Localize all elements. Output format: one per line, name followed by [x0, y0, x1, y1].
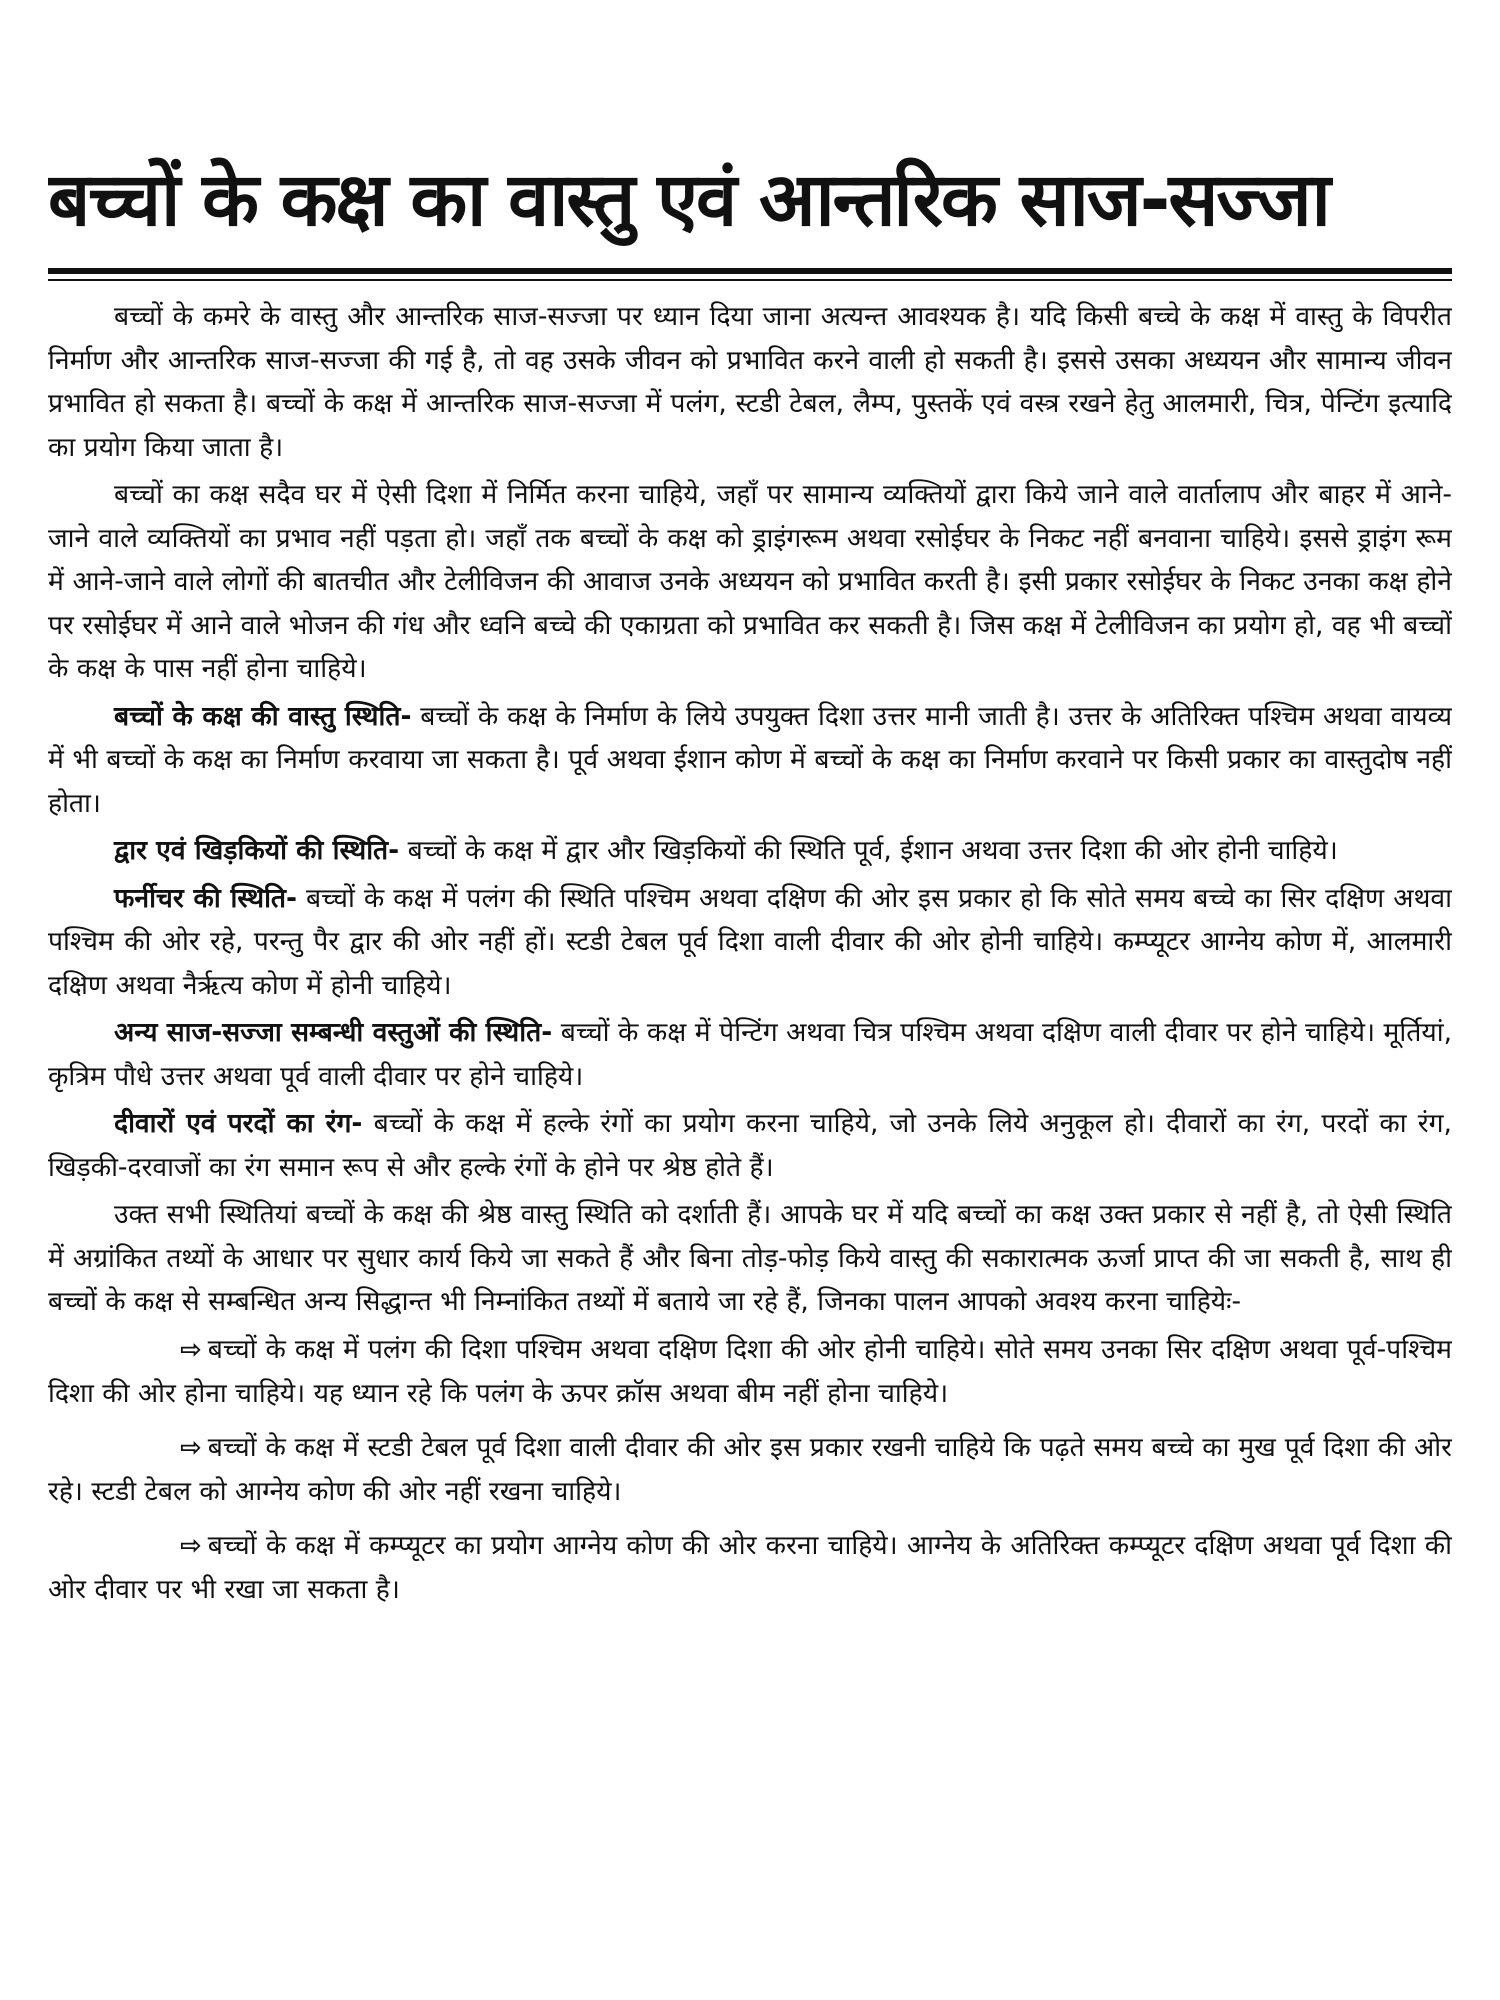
bullet-text: बच्चों के कक्ष में स्टडी टेबल पूर्व दिशा वाली दीवार की ओर इस प्रकार रखनी चाहिये कि पढ़ते समय बच्चे का मुख पूर्व दिशा की ओर रहे। स्टडी टेबल को आग्नेय कोण की ओर नहीं रखना चाहिये। [48, 1431, 1452, 1507]
paragraph-text: बच्चों के कक्ष में पेन्टिंग अथवा चित्र पश्चिम अथवा दक्षिण वाली दीवार पर होने चाहिये। मूर्तियां, कृत्रिम पौधे उत्तर अथवा पूर्व वाली दीवार पर होने चाहिये। [48, 1017, 1452, 1092]
paragraph-furniture [48, 877, 1452, 1008]
title-underline-thin [48, 279, 1452, 281]
paragraph-text: बच्चों का कक्ष सदैव घर में ऐसी दिशा में निर्मित करना चाहिये, जहाँ पर सामान्य व्यक्तियों द्वारा किये जाने वाले वार्तालाप और बाहर में आने-जाने वाले व्यक्तियों का प्रभाव नहीं पड़ता हो। जहाँ तक बच्चों के कक्ष को ड्राइंगरूम अथवा रसोईघर के निकट नहीं बनवाना चाहिये। इससे ड्राइंग रूम में आने-जाने वाले लोगों की बातचीत और टेलीविजन की आवाज उनके अध्ययन को प्रभावित करती है। इसी प्रकार रसोईघर के निकट उनका कक्ष होने पर रसोईघर में आने वाले भोजन की गंध और ध्वनि बच्चे की एकाग्रता को प्रभावित कर सकती है। जिस कक्ष में टेलीविजन का प्रयोग हो, वह भी बच्चों के कक्ष के पास नहीं होना चाहिये। [48, 479, 1452, 684]
paragraph-summary [48, 1193, 1452, 1324]
bullet-item-2 [48, 1426, 1452, 1514]
arrow-right-icon: ⇨ [180, 1432, 202, 1463]
paragraph-wall-curtain-color [48, 1102, 1452, 1189]
bullet-item-1 [48, 1328, 1452, 1416]
page-title: बच्चों के कक्ष का वास्तु एवं आन्तरिक साज-सज्जा [48, 157, 1329, 243]
paragraph-room-direction [48, 695, 1452, 826]
document-page [48, 150, 1452, 1970]
paragraph-heading: फर्नीचर की स्थिति- [114, 882, 298, 914]
paragraph-text: बच्चों के कक्ष में हल्के रंगों का प्रयोग करना चाहिये, जो उनके लिये अनुकूल हो। दीवारों का रंग, परदों का रंग, खिड़की-दरवाजों का रंग समान रूप से और हल्के रंगों के होने पर श्रेष्ठ होते हैं। [48, 1108, 1452, 1183]
arrow-right-icon: ⇨ [180, 1334, 202, 1365]
paragraph-heading: अन्य साज-सज्जा सम्बन्धी वस्तुओं की स्थिति- [114, 1017, 553, 1048]
paragraph-doors-windows [48, 829, 1452, 873]
paragraph-2 [48, 473, 1452, 691]
paragraph-decor-items [48, 1011, 1452, 1098]
paragraph-text: बच्चों के कमरे के वास्तु और आन्तरिक साज-सज्जा पर ध्यान दिया जाना अत्यन्त आवश्यक है। यदि किसी बच्चे के कक्ष में वास्तु के विपरीत निर्माण और आन्तरिक साज-सज्जा की गई है, तो वह उसके जीवन को प्रभावित करने वाली हो सकती है। इससे उसका अध्ययन और सामान्य जीवन प्रभावित हो सकता है। बच्चों के कक्ष में आन्तरिक साज-सज्जा में पलंग, स्टडी टेबल, लैम्प, पुस्तकें एवं वस्त्र रखने हेतु आलमारी, चित्र, पेन्टिंग इत्यादि का प्रयोग किया जाता है। [48, 301, 1452, 463]
article-body [48, 295, 1452, 1612]
bullet-text: बच्चों के कक्ष में पलंग की दिशा पश्चिम अथवा दक्षिण दिशा की ओर होनी चाहिये। सोते समय उनका सिर दक्षिण अथवा पूर्व-पश्चिम दिशा की ओर होना चाहिये। यह ध्यान रहे कि पलंग के ऊपर क्रॉस अथवा बीम नहीं होना चाहिये। [48, 1333, 1452, 1409]
paragraph-heading: बच्चों के कक्ष की वास्तु स्थिति- [114, 700, 412, 732]
bullet-item-3 [48, 1524, 1452, 1612]
paragraph-text: बच्चों के कक्ष में द्वार और खिड़कियों की स्थिति पूर्व, ईशान अथवा उत्तर दिशा की ओर होनी चाहिये। [399, 835, 1338, 866]
paragraph-text: बच्चों के कक्ष के निर्माण के लिये उपयुक्त दिशा उत्तर मानी जाती है। उत्तर के अतिरिक्त पश्चिम अथवा वायव्य में भी बच्चों के कक्ष का निर्माण करवाया जा सकता है। पूर्व अथवा ईशान कोण में बच्चों के कक्ष का निर्माण करवाने पर किसी प्रकार का वास्तुदोष नहीं होता। [48, 700, 1452, 819]
paragraph-1 [48, 295, 1452, 469]
bullet-text: बच्चों के कक्ष में कम्प्यूटर का प्रयोग आग्नेय कोण की ओर करना चाहिये। आग्नेय के अतिरिक्त कम्प्यूटर दक्षिण अथवा पूर्व दिशा की ओर दीवार पर भी रखा जा सकता है। [48, 1529, 1452, 1605]
paragraph-heading: द्वार एवं खिड़कियों की स्थिति- [114, 835, 400, 866]
paragraph-heading: दीवारों एवं परदों का रंग- [114, 1108, 363, 1139]
arrow-right-icon: ⇨ [180, 1530, 202, 1561]
paragraph-text: उक्त सभी स्थितियां बच्चों के कक्ष की श्रेष्ठ वास्तु स्थिति को दर्शाती हैं। आपके घर में यदि बच्चों का कक्ष उक्त प्रकार से नहीं है, तो ऐसी स्थिति में अग्रांकित तथ्यों के आधार पर सुधार कार्य किये जा सकते हैं और बिना तोड़-फोड़ किये वास्तु की सकारात्मक ऊर्जा प्राप्त की जा सकती है, साथ ही बच्चों के कक्ष से सम्बन्धित अन्य सिद्धान्त भी निम्नांकित तथ्यों में बताये जा रहे हैं, जिनका पालन आपको अवश्य करना चाहियेः- [48, 1199, 1452, 1317]
title-underline-thick [48, 268, 1452, 274]
paragraph-text: बच्चों के कक्ष में पलंग की स्थिति पश्चिम अथवा दक्षिण की ओर इस प्रकार हो कि सोते समय बच्चे का सिर दक्षिण अथवा पश्चिम की ओर रहे, परन्तु पैर द्वार की ओर नहीं हों। स्टडी टेबल पूर्व दिशा वाली दीवार की ओर होनी चाहिये। कम्प्यूटर आग्नेय कोण में, आलमारी दक्षिण अथवा नैर्ऋत्य कोण में होनी चाहिये। [48, 882, 1452, 1001]
